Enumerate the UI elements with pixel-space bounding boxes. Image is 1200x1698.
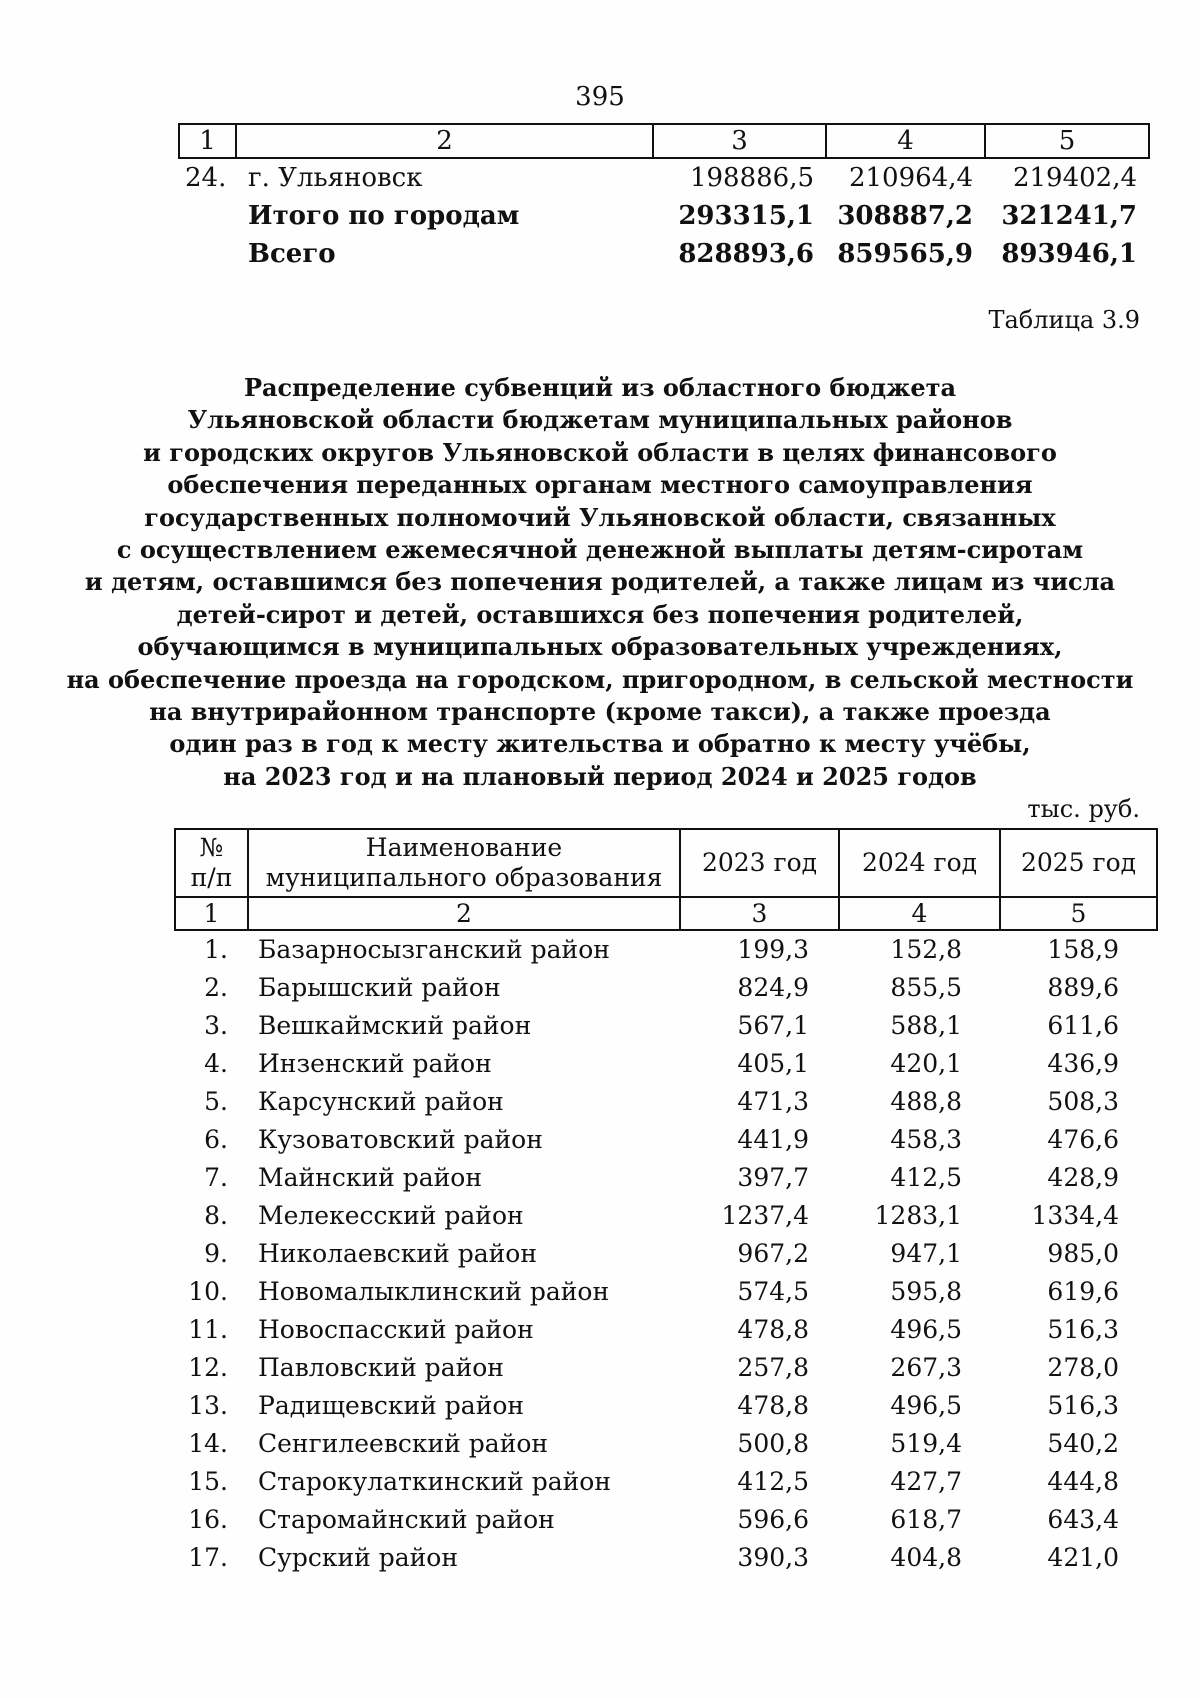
row-number: 5. — [204, 1087, 228, 1116]
title-line: на обеспечение проезда на городском, пригородном, в сельской местности — [66, 664, 1134, 694]
table-row — [175, 1159, 1157, 1197]
table-row — [175, 1121, 1157, 1159]
value-2023: 596,6 — [737, 1505, 809, 1534]
column-number: 1 — [179, 124, 236, 158]
value-2024: 496,5 — [890, 1315, 962, 1344]
value-2024: 427,7 — [890, 1467, 962, 1496]
municipality-name: Вешкаймский район — [258, 1011, 532, 1040]
municipality-name: Сурский район — [258, 1543, 459, 1572]
column-number: 2 — [248, 897, 680, 930]
value-2025: 421,0 — [1047, 1543, 1119, 1572]
column-number: 4 — [839, 897, 1000, 930]
value-2025: 889,6 — [1047, 973, 1119, 1002]
table-row — [175, 1425, 1157, 1463]
value-2024: 496,5 — [890, 1391, 962, 1420]
municipality-name: Николаевский район — [258, 1239, 537, 1268]
value-2024: 1283,1 — [874, 1201, 962, 1230]
value-2024: 588,1 — [890, 1011, 962, 1040]
table-row — [175, 1349, 1157, 1387]
row-number: 15. — [188, 1467, 228, 1496]
municipality-name: Старомайнский район — [258, 1505, 555, 1534]
value-2023: 397,7 — [737, 1163, 809, 1192]
value-2023: 471,3 — [737, 1087, 809, 1116]
value-2024: 412,5 — [890, 1163, 962, 1192]
table-row — [175, 1007, 1157, 1045]
value-2023: 478,8 — [737, 1315, 809, 1344]
table-row — [175, 930, 1157, 969]
value-2023: 1237,4 — [721, 1201, 809, 1230]
row-number — [179, 235, 236, 273]
value-2025: 516,3 — [1047, 1315, 1119, 1344]
title-line: Распределение субвенций из областного бюджета — [243, 373, 957, 402]
value-2024: 855,5 — [890, 973, 962, 1002]
header-row — [175, 829, 1157, 897]
row-name: г. Ульяновск — [248, 163, 423, 193]
title-line: один раз в год к месту жительства и обратно к месту учёбы, — [169, 729, 1031, 759]
municipality-name: Павловский район — [258, 1353, 504, 1382]
value-2024: 404,8 — [890, 1543, 962, 1572]
value-2023: 500,8 — [737, 1429, 809, 1458]
row-number: 12. — [188, 1353, 228, 1382]
value-2024: 308887,2 — [837, 201, 973, 231]
municipality-name: Мелекесский район — [258, 1201, 524, 1230]
value-2025: 444,8 — [1047, 1467, 1119, 1496]
table-row — [175, 1045, 1157, 1083]
value-2023: 567,1 — [737, 1011, 809, 1040]
header-number-line: № — [199, 833, 224, 862]
value-2025: 428,9 — [1047, 1163, 1119, 1192]
title-line: с осуществлением ежемесячной денежной выплаты детям-сиротам — [116, 535, 1084, 565]
value-2023: 478,8 — [737, 1391, 809, 1420]
row-number: 7. — [204, 1163, 228, 1192]
municipality-name: Радищевский район — [258, 1391, 525, 1420]
value-2025: 321241,7 — [1001, 201, 1137, 231]
row-number: 13. — [188, 1391, 228, 1420]
value-2024: 152,8 — [890, 935, 962, 964]
table-row — [175, 1235, 1157, 1273]
value-2024: 595,8 — [890, 1277, 962, 1306]
municipality-name: Новоспасский район — [258, 1315, 534, 1344]
title-line: на 2023 год и на плановый период 2024 и 2025 годов — [223, 761, 977, 791]
value-2023: 441,9 — [737, 1125, 809, 1154]
column-number-row — [179, 124, 1149, 158]
row-number: 24. — [185, 163, 227, 193]
municipality-name: Сенгилеевский район — [258, 1429, 549, 1458]
table-row — [179, 158, 1149, 197]
value-2025: 985,0 — [1047, 1239, 1119, 1268]
table-row — [179, 235, 1149, 273]
table-row — [175, 1501, 1157, 1539]
subventions-table — [174, 828, 1158, 1577]
title-line: обучающимся в муниципальных образовательных учреждениях, — [137, 632, 1063, 662]
value-2025: 158,9 — [1047, 935, 1119, 964]
value-2025: 643,4 — [1047, 1505, 1119, 1534]
row-name: Всего — [248, 239, 336, 269]
table-row — [179, 197, 1149, 235]
column-number: 2 — [236, 124, 653, 158]
value-2024: 210964,4 — [848, 163, 973, 193]
row-number: 6. — [204, 1125, 228, 1154]
value-2023: 828893,6 — [678, 239, 814, 269]
header-name — [248, 829, 680, 897]
municipality-name: Старокулаткинский район — [258, 1467, 612, 1496]
table-row — [175, 1539, 1157, 1577]
value-2023: 199,3 — [737, 935, 809, 964]
title-line: Ульяновской области бюджетам муниципальных районов — [187, 405, 1013, 435]
row-name: Итого по городам — [248, 201, 520, 231]
row-number: 17. — [188, 1543, 228, 1572]
value-2025: 278,0 — [1047, 1353, 1119, 1382]
row-number: 16. — [188, 1505, 228, 1534]
value-2024: 267,3 — [890, 1353, 962, 1382]
value-2025: 436,9 — [1047, 1049, 1119, 1078]
value-2024: 519,4 — [890, 1429, 962, 1458]
header-2025: 2025 год — [1000, 829, 1157, 897]
header-number — [175, 829, 248, 897]
table-row — [175, 1387, 1157, 1425]
table-title — [60, 372, 1140, 793]
title-line: государственных полномочий Ульяновской области, связанных — [144, 502, 1056, 532]
value-2023: 574,5 — [737, 1277, 809, 1306]
table-row — [175, 1311, 1157, 1349]
column-number-row — [175, 897, 1157, 930]
value-2023: 412,5 — [737, 1467, 809, 1496]
row-number: 1. — [204, 935, 228, 964]
title-line: на внутрирайонном транспорте (кроме такси), а также проезда — [149, 697, 1051, 727]
value-2024: 947,1 — [890, 1239, 962, 1268]
continuation-table — [178, 123, 1150, 273]
municipality-name: Кузоватовский район — [258, 1125, 543, 1154]
value-2024: 859565,9 — [837, 239, 973, 269]
value-2024: 458,3 — [890, 1125, 962, 1154]
value-2024: 618,7 — [890, 1505, 962, 1534]
column-number: 1 — [175, 897, 248, 930]
municipality-name: Барышский район — [258, 973, 501, 1002]
table-row — [175, 1083, 1157, 1121]
row-number: 10. — [188, 1277, 228, 1306]
page-number: 395 — [575, 82, 625, 112]
value-2023: 405,1 — [737, 1049, 809, 1078]
title-line: и детям, оставшимся без попечения родителей, а также лицам из числа — [84, 567, 1116, 597]
row-number: 14. — [188, 1429, 228, 1458]
table-row — [175, 1273, 1157, 1311]
value-2023: 257,8 — [737, 1353, 809, 1382]
column-number: 5 — [1000, 897, 1157, 930]
value-2025: 893946,1 — [1001, 239, 1137, 269]
municipality-name: Инзенский район — [258, 1049, 492, 1078]
value-2024: 488,8 — [890, 1087, 962, 1116]
value-2023: 967,2 — [737, 1239, 809, 1268]
value-2025: 476,6 — [1047, 1125, 1119, 1154]
title-line: детей-сирот и детей, оставшихся без попечения родителей, — [176, 599, 1024, 629]
row-number — [179, 197, 236, 235]
value-2023: 293315,1 — [678, 201, 814, 231]
column-number: 3 — [653, 124, 826, 158]
title-line: и городских округов Ульяновской области в целях финансового — [143, 437, 1057, 467]
row-number: 8. — [204, 1201, 228, 1230]
header-name-line: Наименование — [365, 833, 563, 862]
column-number: 5 — [985, 124, 1149, 158]
value-2025: 1334,4 — [1031, 1201, 1119, 1230]
row-number: 9. — [204, 1239, 228, 1268]
header-name-line: муниципального образования — [265, 863, 663, 892]
units-label: тыс. руб. — [1027, 795, 1140, 823]
row-number: 4. — [204, 1049, 228, 1078]
municipality-name: Карсунский район — [258, 1087, 504, 1116]
value-2025: 619,6 — [1047, 1277, 1119, 1306]
municipality-name: Новомалыклинский район — [258, 1277, 610, 1306]
row-number: 2. — [204, 973, 228, 1002]
header-2024: 2024 год — [839, 829, 1000, 897]
column-number: 4 — [826, 124, 985, 158]
municipality-name: Майнский район — [258, 1163, 483, 1192]
value-2025: 540,2 — [1047, 1429, 1119, 1458]
table-row — [175, 1463, 1157, 1501]
table-row — [175, 1197, 1157, 1235]
header-2023: 2023 год — [680, 829, 839, 897]
value-2023: 390,3 — [737, 1543, 809, 1572]
value-2023: 824,9 — [737, 973, 809, 1002]
row-number: 11. — [188, 1315, 228, 1344]
table-label: Таблица 3.9 — [988, 306, 1140, 334]
value-2025: 516,3 — [1047, 1391, 1119, 1420]
value-2025: 508,3 — [1047, 1087, 1119, 1116]
header-number-line: п/п — [190, 863, 233, 892]
value-2024: 420,1 — [890, 1049, 962, 1078]
row-number: 3. — [204, 1011, 228, 1040]
municipality-name: Базарносызганский район — [258, 935, 610, 964]
value-2025: 611,6 — [1047, 1011, 1119, 1040]
value-2025: 219402,4 — [1012, 163, 1137, 193]
column-number: 3 — [680, 897, 839, 930]
value-2023: 198886,5 — [689, 163, 814, 193]
table-row — [175, 969, 1157, 1007]
title-line: обеспечения переданных органам местного самоуправления — [167, 470, 1033, 500]
